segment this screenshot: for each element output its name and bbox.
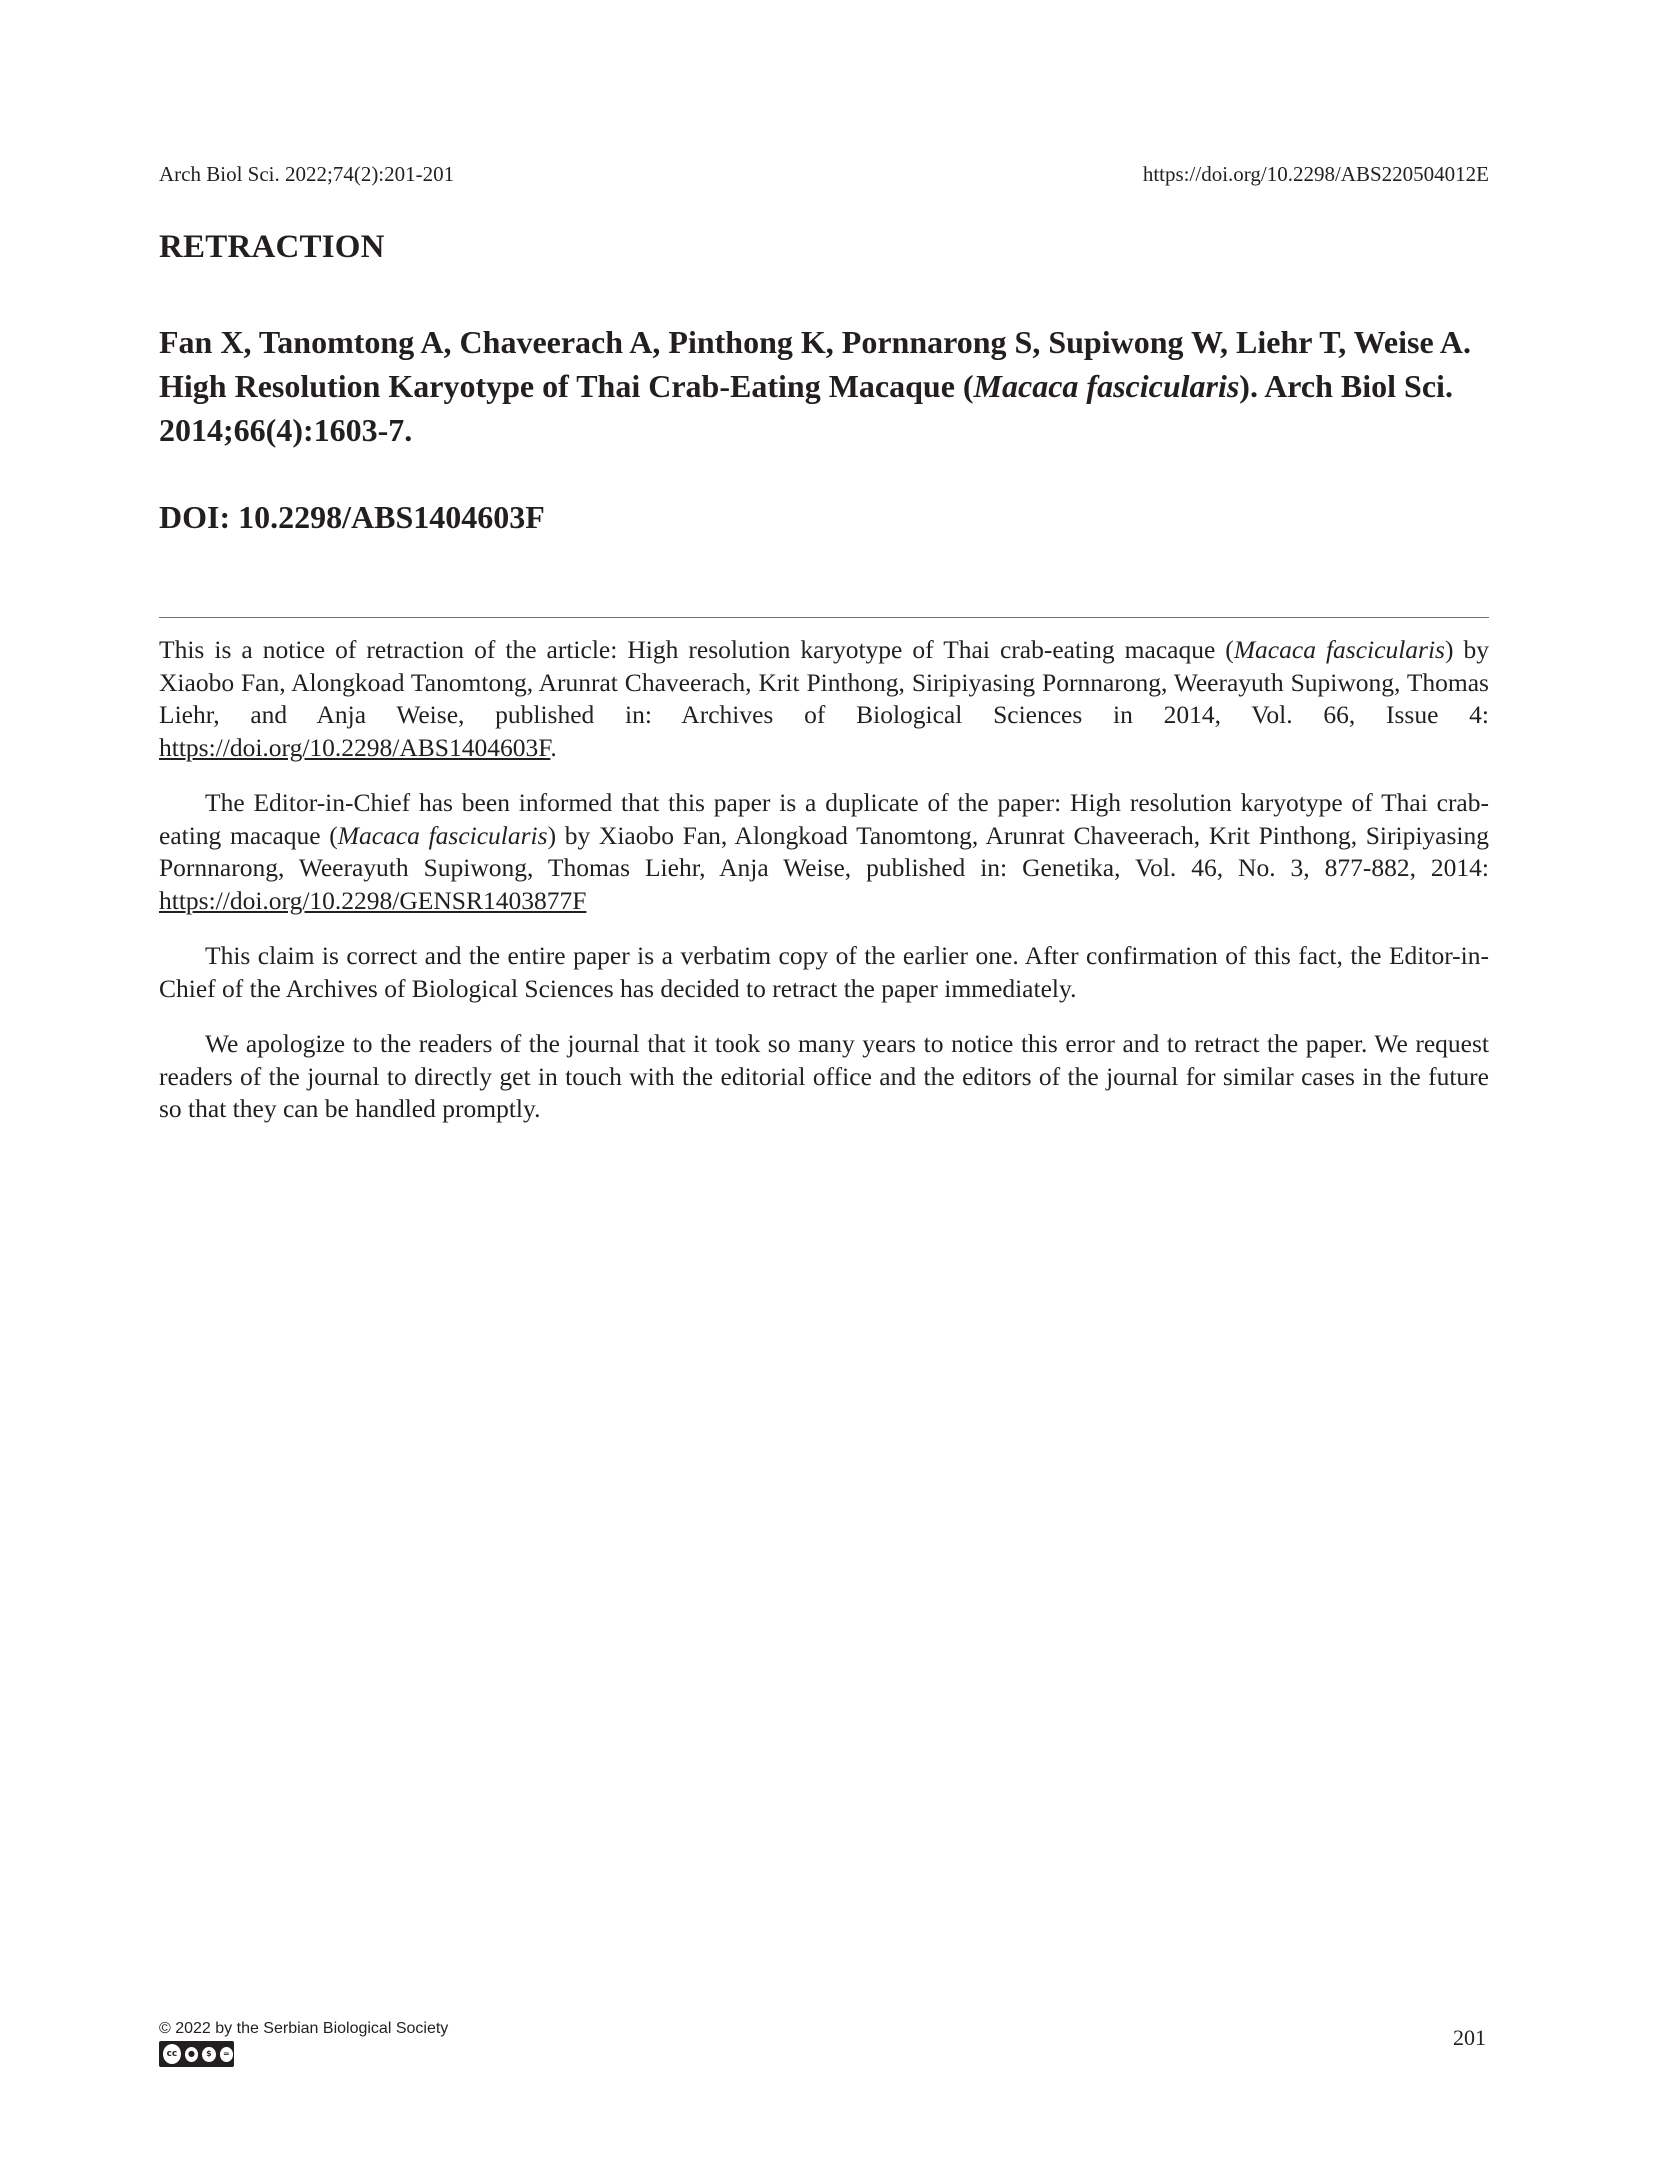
p1-text-middle: ) by Xiaobo Fan, Alongkoad Tanomtong, Arunrat Chaveerach, Krit Pinthong, Siripiyasing Pornnarong, Weerayuth Supiwong, Thomas Liehr, and Anja Weise, published in: Archives of Biological Sciences in 2014, Vol. 66, Issue 4: bbox=[159, 635, 1489, 729]
p2-text-before: The Editor-in-Chief has been informed that this paper is a duplicate of the paper: High resolution karyotype of Thai crab-eating macaque ( bbox=[159, 788, 1489, 850]
notice-paragraph-3: This claim is correct and the entire paper is a verbatim copy of the earlier one. After confirmation of this fact, the Editor-in-Chief of the Archives of Biological Sciences has decided to retract the paper immediately. bbox=[159, 941, 1489, 1003]
retracted-article-doi-link[interactable]: https://doi.org/10.2298/ABS1404603F bbox=[159, 732, 551, 762]
retracted-article-citation bbox=[159, 320, 1489, 452]
page-number: 201 bbox=[1453, 2025, 1486, 2050]
p1-text-after: . bbox=[550, 732, 557, 762]
citation-text-part2: ). Arch Biol Sci. 2014;66(4):1603-7. bbox=[159, 368, 1453, 448]
journal-reference: Arch Biol Sci. 2022;74(2):201-201 bbox=[159, 162, 455, 186]
notice-paragraph-1 bbox=[159, 634, 1489, 764]
cc-icon: cc bbox=[162, 2043, 182, 2065]
nd-icon: = bbox=[219, 2046, 234, 2063]
article-doi-url[interactable]: https://doi.org/10.2298/ABS220504012E bbox=[1142, 162, 1489, 186]
original-article-doi-link[interactable]: https://doi.org/10.2298/GENSR1403877F bbox=[159, 885, 587, 915]
p1-text-before: This is a notice of retraction of the article: High resolution karyotype of Thai crab-eating macaque ( bbox=[159, 635, 1234, 664]
copyright-notice: © 2022 by the Serbian Biological Society bbox=[159, 2020, 449, 2037]
by-icon: ● bbox=[184, 2046, 199, 2063]
notice-paragraph-4: We apologize to the readers of the journal that it took so many years to notice this error and to retract the paper. We request readers of the journal to directly get in touch with the editorial office and the editors of the journal for similar cases in the future so that they can be handled promptly. bbox=[159, 1029, 1489, 1123]
p2-text-middle: ) by Xiaobo Fan, Alongkoad Tanomtong, Arunrat Chaveerach, Krit Pinthong, Siripiyasing Pornnarong, Weerayuth Supiwong, Thomas Liehr, Anja Weise, published in: Genetika, Vol. 46, No. 3, 877-882, 2014: bbox=[159, 820, 1490, 882]
retraction-notice-body bbox=[159, 634, 1489, 1149]
p2-species: Macaca fascicularis bbox=[337, 820, 548, 850]
page-label: RETRACTION bbox=[159, 229, 385, 265]
nc-icon: $ bbox=[201, 2046, 216, 2063]
p1-species: Macaca fascicularis bbox=[1233, 635, 1445, 664]
section-divider bbox=[159, 617, 1489, 618]
citation-species: Macaca fascicularis bbox=[973, 368, 1240, 404]
cc-by-nc-nd-icon[interactable] bbox=[159, 2041, 234, 2067]
retracted-doi-heading: DOI: 10.2298/ABS1404603F bbox=[159, 499, 545, 535]
citation-text-part1: Fan X, Tanomtong A, Chaveerach A, Pinthong K, Pornnarong S, Supiwong W, Liehr T, Weise A. High Resolution Karyotype of Thai Crab-Eating Macaque ( bbox=[159, 324, 1471, 404]
notice-paragraph-2 bbox=[159, 787, 1489, 917]
